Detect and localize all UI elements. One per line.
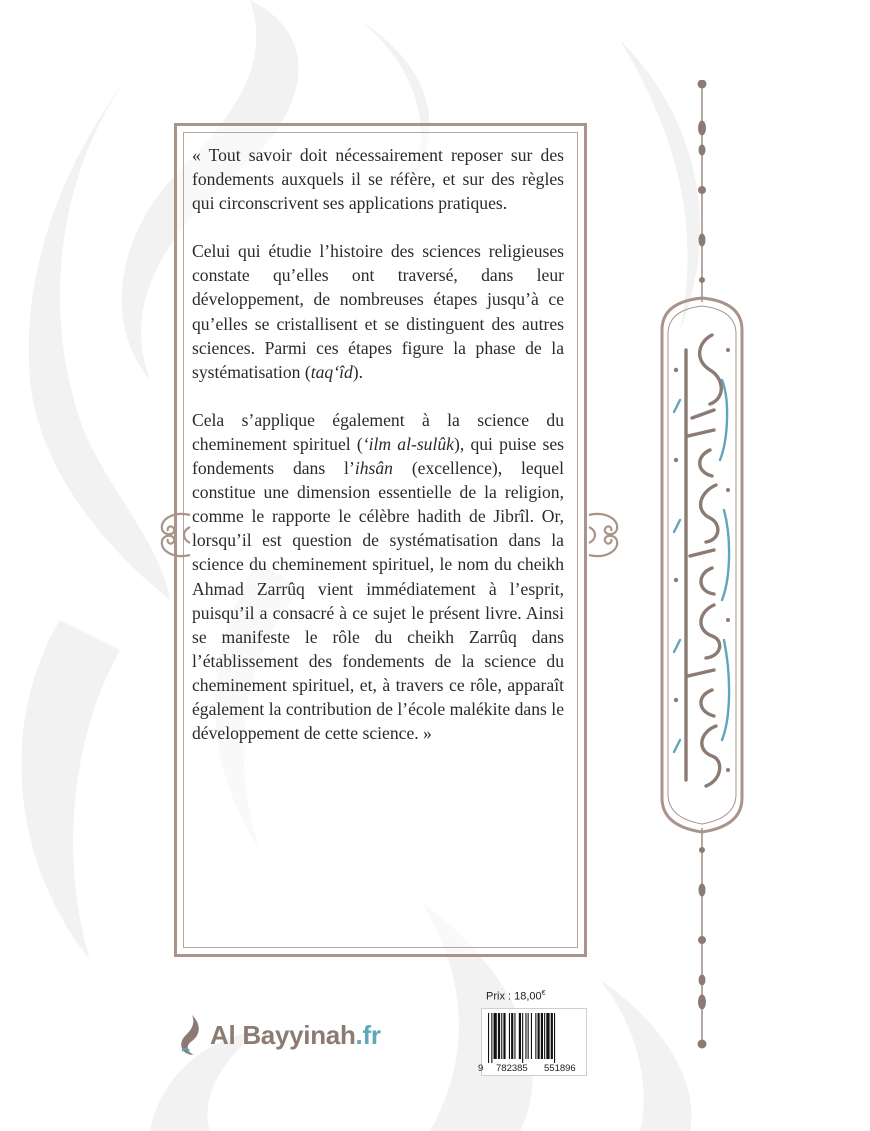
barcode-bar <box>554 1013 555 1063</box>
barcode-bar <box>541 1013 543 1059</box>
paragraph-3-start: Cela s’applique également à la science du cheminement spirituel ( <box>192 409 564 454</box>
barcode-bar <box>528 1013 529 1059</box>
publisher-name <box>210 1020 381 1051</box>
paragraph-1: « Tout savoir doit nécessairement reposer sur des fondements auxquels il se réfère, et sur des règles qui circonscrivent ses applications pratiques. <box>192 145 564 214</box>
barcode-bars <box>488 1013 582 1063</box>
term-ihsan: ihsân <box>354 458 393 479</box>
barcode-bar <box>551 1013 553 1059</box>
back-cover-text <box>192 143 564 745</box>
barcode-bar <box>494 1013 497 1059</box>
price-text: Prix : 18,00 <box>486 990 542 1003</box>
paragraph-2 <box>192 239 564 384</box>
barcode-bar <box>488 1013 489 1063</box>
barcode-bar <box>522 1013 523 1063</box>
price-label <box>486 990 546 1003</box>
paragraph-2-end: ). <box>352 361 364 382</box>
barcode-bar <box>546 1013 549 1059</box>
publisher-logo <box>176 1013 381 1057</box>
paragraph-3-mid: ), qui puise ses fondements dans l’ <box>192 433 565 479</box>
barcode-bar <box>519 1013 521 1059</box>
flame-logo-icon <box>176 1013 206 1057</box>
barcode-bar <box>525 1013 526 1059</box>
barcode-bar <box>509 1013 510 1059</box>
price-currency: € <box>541 990 546 997</box>
arabic-title-calligraphy <box>640 80 765 1050</box>
barcode-bar <box>538 1013 540 1059</box>
publisher-name-text: Al Bayyinah <box>210 1019 356 1050</box>
term-ilm-al-suluk: ‘ilm al-sulûk <box>362 433 454 454</box>
barcode-bar <box>491 1013 492 1063</box>
barcode-bar <box>531 1013 532 1059</box>
right-frame-ornament <box>585 505 629 565</box>
term-taqid: taq‘îd <box>310 361 353 382</box>
paragraph-3-rest: (excellence), lequel constitue une dimension essentielle de la religion, comme le rapporte le célèbre hadith de Jibrîl. Or, lorsqu’il est question de systématisation dans la science du cheminement spirituel, le nom du cheikh Ahmad Zarrûq vient immédiatement à l’esprit, puisqu’il a consacré à ce sujet le présent livre. Ainsi se manifeste le rôle du cheikh Zarrûq dans l’établissement des fondements de la science du cheminement spirituel, et, à travers ce rôle, apparaît également la contribution de l’école malékite dans le développement de cette science. » <box>192 458 564 744</box>
isbn-digit-1: 9 <box>478 1063 484 1074</box>
publisher-domain: .fr <box>355 1019 381 1050</box>
barcode-bar <box>511 1013 513 1059</box>
barcode-bar <box>535 1013 536 1059</box>
barcode-bar <box>544 1013 545 1059</box>
barcode-bar <box>498 1013 500 1059</box>
barcode-bar <box>514 1013 515 1059</box>
barcode-bar <box>501 1013 502 1059</box>
paragraph-3 <box>192 408 564 745</box>
isbn-digits-3: 551896 <box>544 1063 576 1074</box>
isbn-digits-2: 782385 <box>496 1063 528 1074</box>
left-frame-ornament <box>150 505 194 565</box>
paragraph-2-text: Celui qui étudie l’histoire des sciences religieuses constate qu’elles ont traversé, dans leur développement, de nombreuses étapes jusqu’à ce qu’elles se cristallisent et se distinguent des autres sciences. Parmi ces étapes figure la phase de la systématisation ( <box>192 241 564 382</box>
barcode-bar <box>503 1013 505 1059</box>
